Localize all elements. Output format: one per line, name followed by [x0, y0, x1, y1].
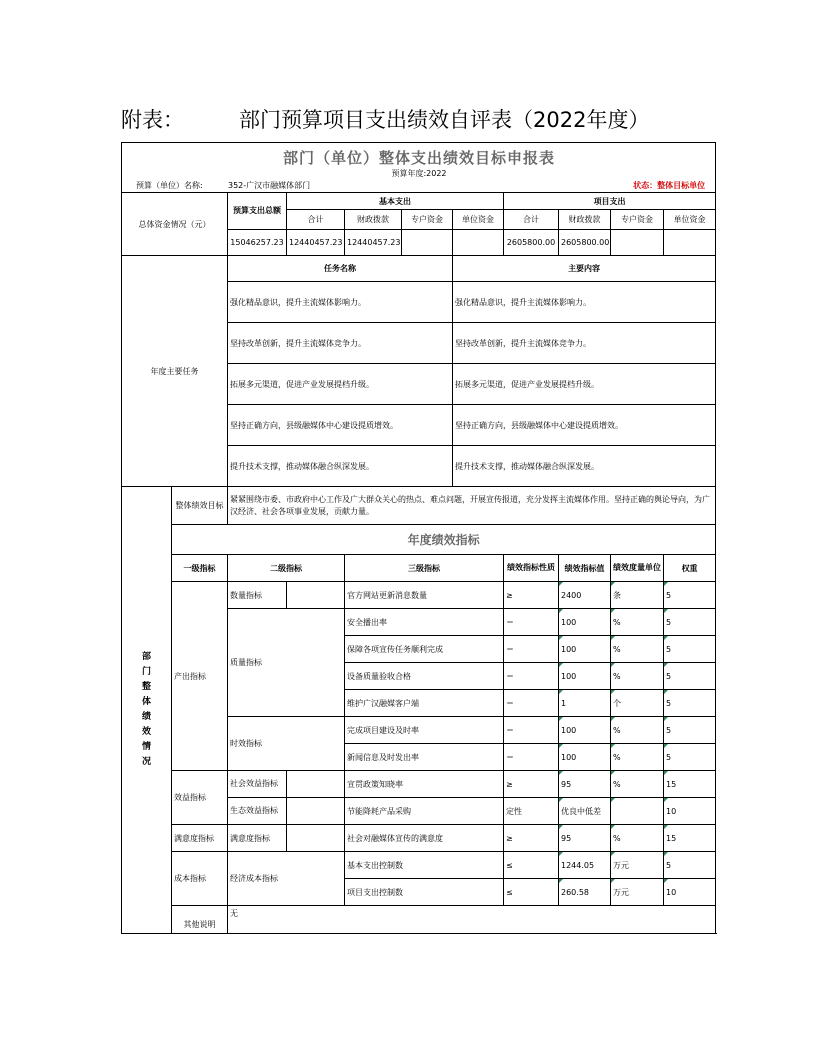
- task-name-header: 任务名称: [228, 256, 453, 282]
- col-level1: 一级指标: [172, 555, 228, 582]
- form-heading: 部门（单位）整体支出绩效目标申报表: [282, 149, 555, 167]
- indicator-nature: 定性: [504, 798, 559, 825]
- indicator-value: 100: [559, 663, 611, 690]
- other-label: 其他说明: [172, 906, 228, 934]
- total-header: 预算支出总额: [228, 193, 287, 230]
- indicator-nature: ＝: [504, 717, 559, 744]
- indicator-unit: %: [611, 717, 664, 744]
- indicator-nature: ≥: [504, 771, 559, 798]
- indicator-name: 社会对融媒体宣传的满意度: [345, 825, 504, 852]
- sub-header: 合计: [504, 210, 559, 230]
- level1-output: 产出指标: [172, 582, 228, 771]
- indicator-weight: 5: [664, 690, 716, 717]
- annual-indicator-header: 年度绩效指标: [172, 525, 716, 555]
- level2-quantity-blank: [287, 582, 345, 609]
- basic-header: 基本支出: [287, 193, 504, 210]
- project-header: 项目支出: [504, 193, 716, 210]
- indicator-name: 官方网站更新消息数量: [345, 582, 504, 609]
- indicator-unit: [611, 798, 664, 825]
- indicator-value: 95: [559, 825, 611, 852]
- indicator-weight: 15: [664, 825, 716, 852]
- indicator-name: 新闻信息及时发出率: [345, 744, 504, 771]
- sub-header: 专户资金: [611, 210, 664, 230]
- indicator-value: 100: [559, 744, 611, 771]
- project-special: [611, 230, 664, 256]
- indicator-name: 项目支出控制数: [345, 879, 504, 906]
- project-unit: [664, 230, 716, 256]
- other-value: 无: [228, 906, 716, 934]
- indicator-value: 260.58: [559, 879, 611, 906]
- level2-social: 社会效益指标: [228, 771, 287, 798]
- indicator-weight: 5: [664, 582, 716, 609]
- level2-satisfaction-blank: [287, 825, 345, 852]
- task-content: 强化精品意识，提升主流媒体影响力。: [453, 282, 716, 323]
- unit-label: 预算（单位）名称:: [136, 181, 203, 190]
- level1-cost: 成本指标: [172, 852, 228, 906]
- indicator-weight: 5: [664, 663, 716, 690]
- unit-value: 352-广汉市融媒体部门: [228, 181, 311, 190]
- sub-header: 合计: [287, 210, 345, 230]
- project-total: 2605800.00: [504, 230, 559, 256]
- indicator-name: 基本支出控制数: [345, 852, 504, 879]
- task-content: 拓展多元渠道，促进产业发展提档升级。: [453, 364, 716, 405]
- form-frame: [121, 142, 715, 934]
- sub-header: 财政拨款: [345, 210, 402, 230]
- level2-social-blank: [287, 771, 345, 798]
- indicator-nature: ≤: [504, 879, 559, 906]
- level2-eco: 生态效益指标: [228, 798, 287, 825]
- basic-special: [402, 230, 453, 256]
- indicator-unit: %: [611, 825, 664, 852]
- indicator-name: 设备质量验收合格: [345, 663, 504, 690]
- budget-year: 预算年度:2022: [391, 169, 447, 178]
- status-text: 状态：整体目标单位: [633, 181, 706, 190]
- task-name: 坚持正确方向，县级融媒体中心建设提质增效。: [228, 405, 453, 446]
- tasks-label: 年度主要任务: [122, 256, 228, 487]
- indicator-weight: 10: [664, 798, 716, 825]
- indicator-unit: %: [611, 744, 664, 771]
- indicator-unit: %: [611, 636, 664, 663]
- indicator-value: 1244.05: [559, 852, 611, 879]
- indicator-value: 95: [559, 771, 611, 798]
- indicator-value: 1: [559, 690, 611, 717]
- indicator-unit: %: [611, 771, 664, 798]
- funds-label: 总体资金情况（元）: [122, 193, 228, 256]
- indicator-unit: 个: [611, 690, 664, 717]
- indicator-weight: 10: [664, 879, 716, 906]
- indicator-weight: 5: [664, 744, 716, 771]
- indicator-name: 宣贯政策知晓率: [345, 771, 504, 798]
- indicator-unit: %: [611, 609, 664, 636]
- title-prefix: 附表：: [121, 108, 184, 132]
- level2-satisfaction: 满意度指标: [228, 825, 287, 852]
- form-table: [121, 142, 716, 934]
- goal-label: 整体绩效目标: [172, 487, 228, 525]
- basic-unit: [453, 230, 504, 256]
- indicator-nature: ＝: [504, 690, 559, 717]
- indicator-nature: ＝: [504, 663, 559, 690]
- indicator-unit: 条: [611, 582, 664, 609]
- level1-benefit: 效益指标: [172, 771, 228, 825]
- indicator-unit: 万元: [611, 852, 664, 879]
- task-name: 坚持改革创新，提升主流媒体竞争力。: [228, 323, 453, 364]
- indicator-weight: 5: [664, 852, 716, 879]
- sub-header: 财政拨款: [559, 210, 611, 230]
- goal-text: 紧紧围绕市委、市政府中心工作及广大群众关心的热点、难点问题，开展宣传报道，充分发挥主流媒体作用。坚持正确的舆论导向，为广汉经济、社会各项事业发展，贡献力量。: [228, 487, 716, 525]
- perf-side-label: [122, 487, 172, 934]
- task-content: 坚持改革创新，提升主流媒体竞争力。: [453, 323, 716, 364]
- indicator-name: 安全播出率: [345, 609, 504, 636]
- basic-fiscal: 12440457.23: [345, 230, 402, 256]
- level2-cost: 经济成本指标: [228, 852, 345, 906]
- level2-quality: 质量指标: [228, 609, 345, 717]
- col-level3: 三级指标: [345, 555, 504, 582]
- sub-header: 单位资金: [664, 210, 716, 230]
- task-name: 拓展多元渠道，促进产业发展提档升级。: [228, 364, 453, 405]
- indicator-weight: 5: [664, 717, 716, 744]
- title-main: 部门预算项目支出绩效自评表（2022年度）: [239, 108, 650, 132]
- task-name: 提升技术支撑，推动媒体融合纵深发展。: [228, 446, 453, 487]
- perf-side-text: 部门整体绩效情况: [141, 652, 151, 767]
- indicator-nature: ＝: [504, 636, 559, 663]
- task-content: 提升技术支撑，推动媒体融合纵深发展。: [453, 446, 716, 487]
- level2-quantity: 数量指标: [228, 582, 287, 609]
- indicator-name: 节能降耗产品采购: [345, 798, 504, 825]
- basic-total: 12440457.23: [287, 230, 345, 256]
- indicator-nature: ≥: [504, 582, 559, 609]
- indicator-value: 100: [559, 609, 611, 636]
- form-header: [122, 143, 716, 193]
- task-content: 坚持正确方向，县级融媒体中心建设提质增效。: [453, 405, 716, 446]
- sub-header: 单位资金: [453, 210, 504, 230]
- col-weight: 权重: [664, 555, 716, 582]
- task-name: 强化精品意识，提升主流媒体影响力。: [228, 282, 453, 323]
- indicator-name: 保障各项宣传任务顺利完成: [345, 636, 504, 663]
- indicator-unit: 万元: [611, 879, 664, 906]
- indicator-nature: ≤: [504, 852, 559, 879]
- indicator-weight: 5: [664, 636, 716, 663]
- indicator-name: 完成项目建设及时率: [345, 717, 504, 744]
- indicator-nature: ＝: [504, 744, 559, 771]
- project-fiscal: 2605800.00: [559, 230, 611, 256]
- indicator-nature: ＝: [504, 609, 559, 636]
- col-value: 绩效指标值: [559, 555, 611, 582]
- indicator-value: 100: [559, 636, 611, 663]
- indicator-value: 优良中低差: [559, 798, 611, 825]
- indicator-value: 2400: [559, 582, 611, 609]
- total-value: 15046257.23: [228, 230, 287, 256]
- indicator-value: 100: [559, 717, 611, 744]
- level1-satisfaction: 满意度指标: [172, 825, 228, 852]
- level2-eco-blank: [287, 798, 345, 825]
- col-nature: 绩效指标性质: [504, 555, 559, 582]
- col-level2: 二级指标: [228, 555, 345, 582]
- page-title: [0, 104, 815, 138]
- indicator-name: 维护广汉融媒客户端: [345, 690, 504, 717]
- level2-timeliness: 时效指标: [228, 717, 345, 771]
- indicator-weight: 15: [664, 771, 716, 798]
- indicator-nature: ≥: [504, 825, 559, 852]
- sub-header: 专户资金: [402, 210, 453, 230]
- indicator-weight: 5: [664, 609, 716, 636]
- indicator-unit: %: [611, 663, 664, 690]
- col-unit: 绩效度量单位: [611, 555, 664, 582]
- task-content-header: 主要内容: [453, 256, 716, 282]
